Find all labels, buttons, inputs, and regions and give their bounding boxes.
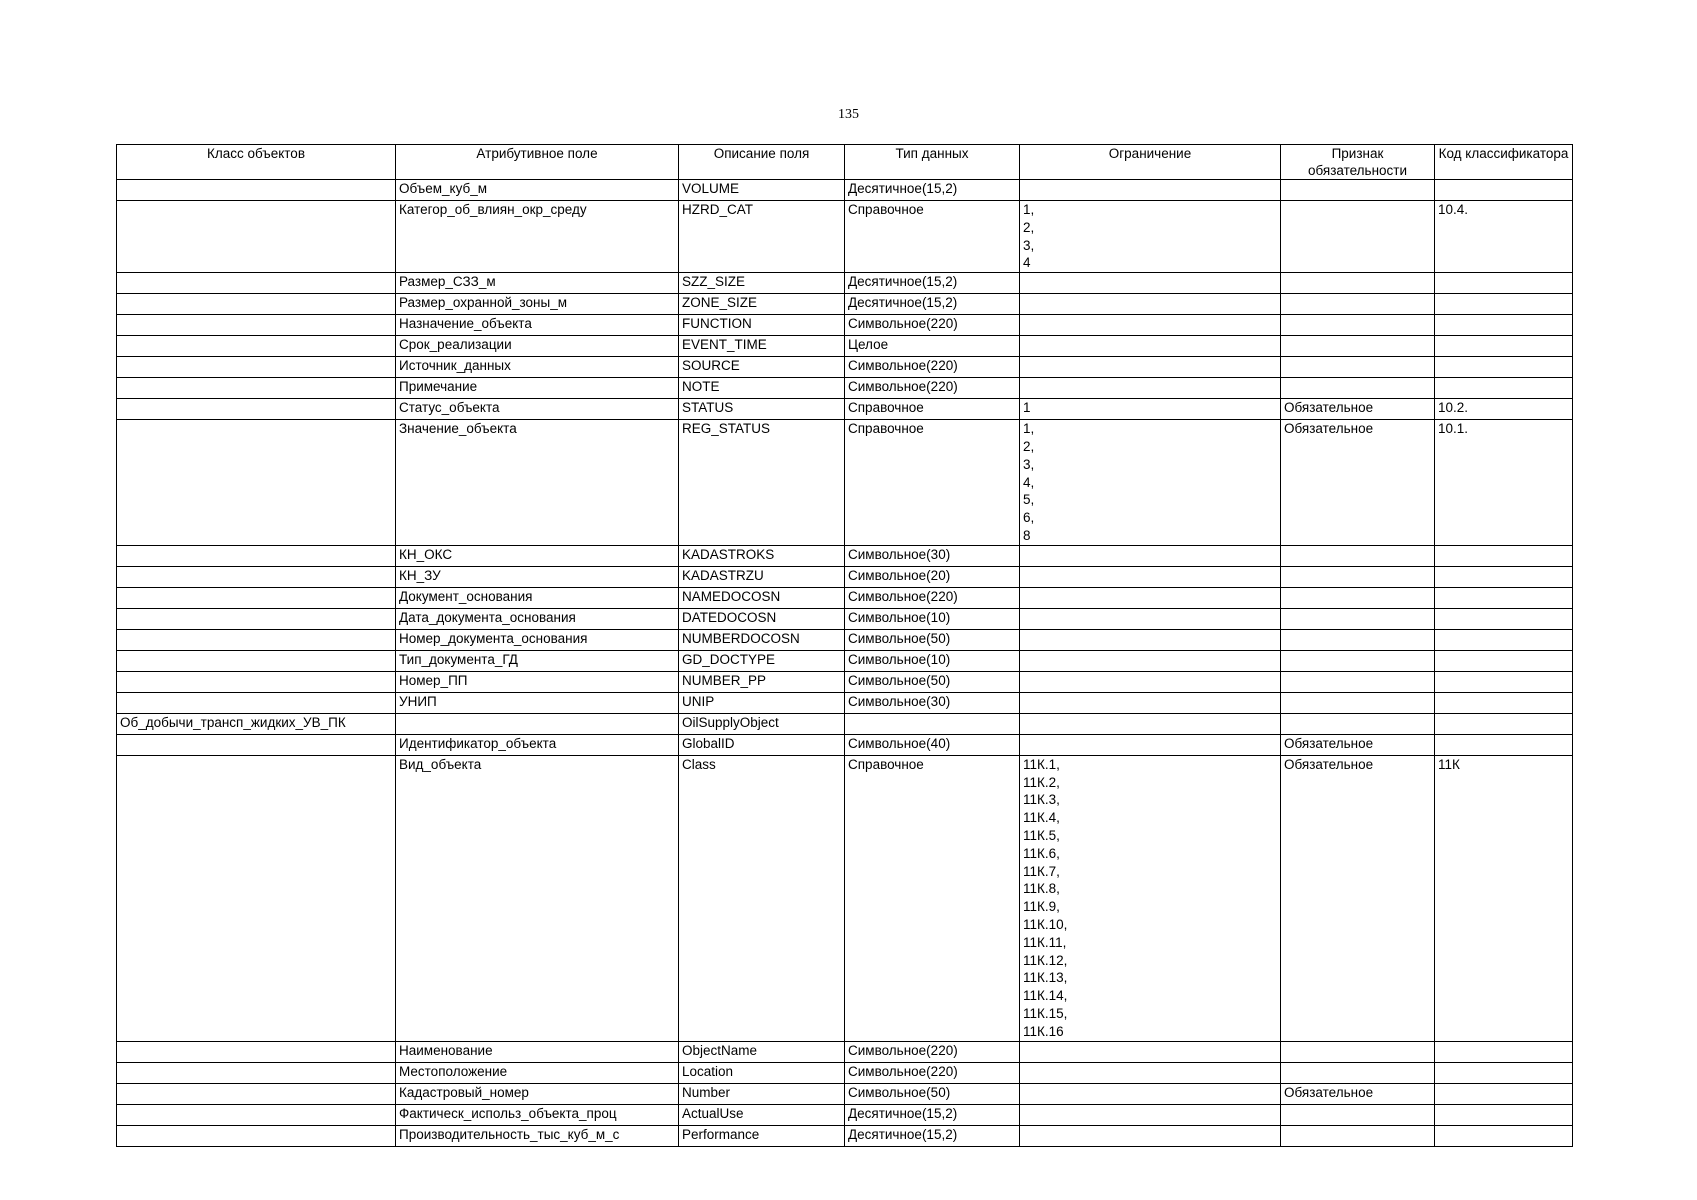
cell-restriction — [1020, 629, 1281, 650]
cell-data-type: Десятичное(15,2) — [845, 1104, 1020, 1125]
cell-object-class — [117, 399, 396, 420]
table-row — [117, 755, 1573, 1041]
cell-restriction — [1020, 420, 1281, 546]
table-row — [117, 692, 1573, 713]
restriction-value: 3, — [1023, 456, 1035, 472]
restriction-value: 5, — [1023, 492, 1035, 508]
table-row — [117, 315, 1573, 336]
cell-object-class — [117, 336, 396, 357]
cell-data-type: Символьное(20) — [845, 566, 1020, 587]
cell-classifier-code — [1435, 692, 1573, 713]
header-attribute-field: Атрибутивное поле — [396, 145, 679, 180]
header-data-type: Тип данных — [845, 145, 1020, 180]
cell-field-description: VOLUME — [679, 180, 845, 201]
cell-mandatory-flag — [1281, 180, 1435, 201]
restriction-value: 11К.8, — [1023, 881, 1060, 897]
cell-restriction — [1020, 650, 1281, 671]
cell-object-class — [117, 201, 396, 273]
header-mandatory-flag: Признак обязательности — [1281, 145, 1435, 180]
cell-attribute-field: Номер_документа_основания — [396, 629, 679, 650]
cell-field-description: KADASTRZU — [679, 566, 845, 587]
cell-classifier-code — [1435, 1062, 1573, 1083]
cell-classifier-code — [1435, 336, 1573, 357]
cell-data-type: Справочное — [845, 420, 1020, 546]
cell-classifier-code — [1435, 1125, 1573, 1146]
cell-object-class — [117, 734, 396, 755]
cell-object-class — [117, 273, 396, 294]
cell-mandatory-flag — [1281, 713, 1435, 734]
cell-mandatory-flag: Обязательное — [1281, 734, 1435, 755]
cell-object-class — [117, 420, 396, 546]
table-row — [117, 180, 1573, 201]
restriction-value: 11К.4, — [1023, 810, 1060, 826]
restriction-values — [1023, 756, 1277, 1041]
table-row — [117, 608, 1573, 629]
restriction-value: 2, — [1023, 438, 1035, 454]
cell-restriction — [1020, 357, 1281, 378]
cell-data-type: Десятичное(15,2) — [845, 273, 1020, 294]
cell-mandatory-flag — [1281, 692, 1435, 713]
restriction-value: 11К.1, — [1023, 756, 1060, 772]
cell-data-type: Целое — [845, 336, 1020, 357]
cell-data-type: Символьное(220) — [845, 357, 1020, 378]
cell-data-type: Справочное — [845, 399, 1020, 420]
cell-mandatory-flag — [1281, 650, 1435, 671]
cell-field-description: STATUS — [679, 399, 845, 420]
cell-field-description: NAMEDOCOSN — [679, 587, 845, 608]
table-row — [117, 629, 1573, 650]
cell-field-description: DATEDOCOSN — [679, 608, 845, 629]
cell-restriction — [1020, 180, 1281, 201]
cell-attribute-field: КН_ОКС — [396, 545, 679, 566]
cell-attribute-field: Идентификатор_объекта — [396, 734, 679, 755]
cell-data-type: Символьное(30) — [845, 692, 1020, 713]
cell-restriction — [1020, 273, 1281, 294]
cell-data-type: Символьное(10) — [845, 608, 1020, 629]
cell-restriction — [1020, 399, 1281, 420]
cell-mandatory-flag — [1281, 1125, 1435, 1146]
cell-field-description: GD_DOCTYPE — [679, 650, 845, 671]
cell-object-class: Об_добычи_трансп_жидких_УВ_ПК — [117, 713, 396, 734]
restriction-value: 6, — [1023, 510, 1035, 526]
cell-field-description: ZONE_SIZE — [679, 294, 845, 315]
cell-restriction — [1020, 1062, 1281, 1083]
cell-mandatory-flag — [1281, 629, 1435, 650]
cell-restriction — [1020, 566, 1281, 587]
cell-attribute-field: Документ_основания — [396, 587, 679, 608]
table-row — [117, 1104, 1573, 1125]
cell-mandatory-flag — [1281, 566, 1435, 587]
cell-mandatory-flag: Обязательное — [1281, 755, 1435, 1041]
cell-mandatory-flag — [1281, 587, 1435, 608]
cell-data-type: Символьное(10) — [845, 650, 1020, 671]
cell-restriction — [1020, 587, 1281, 608]
cell-mandatory-flag — [1281, 608, 1435, 629]
cell-restriction — [1020, 294, 1281, 315]
cell-attribute-field: Источник_данных — [396, 357, 679, 378]
cell-classifier-code: 10.4. — [1435, 201, 1573, 273]
cell-classifier-code — [1435, 294, 1573, 315]
cell-classifier-code — [1435, 608, 1573, 629]
cell-object-class — [117, 692, 396, 713]
page-number: 135 — [838, 107, 859, 122]
cell-classifier-code — [1435, 273, 1573, 294]
cell-restriction — [1020, 545, 1281, 566]
cell-object-class — [117, 1041, 396, 1062]
cell-object-class — [117, 378, 396, 399]
cell-object-class — [117, 629, 396, 650]
cell-attribute-field: Кадастровый_номер — [396, 1083, 679, 1104]
cell-object-class — [117, 294, 396, 315]
cell-restriction — [1020, 713, 1281, 734]
table-row — [117, 201, 1573, 273]
cell-mandatory-flag: Обязательное — [1281, 420, 1435, 546]
restriction-value: 11К.14, — [1023, 988, 1068, 1004]
table-row — [117, 566, 1573, 587]
cell-field-description: SOURCE — [679, 357, 845, 378]
cell-data-type: Символьное(220) — [845, 1041, 1020, 1062]
cell-mandatory-flag — [1281, 273, 1435, 294]
cell-restriction — [1020, 315, 1281, 336]
cell-field-description: Location — [679, 1062, 845, 1083]
restriction-value: 1 — [1023, 400, 1031, 416]
cell-classifier-code — [1435, 587, 1573, 608]
table-row — [117, 1041, 1573, 1062]
cell-attribute-field: Номер_ПП — [396, 671, 679, 692]
cell-data-type: Символьное(30) — [845, 545, 1020, 566]
table-row — [117, 734, 1573, 755]
cell-field-description: OilSupplyObject — [679, 713, 845, 734]
cell-field-description: NUMBERDOCOSN — [679, 629, 845, 650]
restriction-value: 11К.6, — [1023, 845, 1060, 861]
cell-mandatory-flag — [1281, 1104, 1435, 1125]
table-row — [117, 545, 1573, 566]
cell-field-description: KADASTROKS — [679, 545, 845, 566]
cell-object-class — [117, 755, 396, 1041]
cell-object-class — [117, 1083, 396, 1104]
cell-classifier-code — [1435, 378, 1573, 399]
cell-data-type: Справочное — [845, 201, 1020, 273]
cell-mandatory-flag — [1281, 671, 1435, 692]
table-row — [117, 357, 1573, 378]
header-classifier-code: Код классификатора — [1435, 145, 1573, 180]
cell-mandatory-flag — [1281, 294, 1435, 315]
cell-classifier-code — [1435, 1041, 1573, 1062]
cell-attribute-field: Статус_объекта — [396, 399, 679, 420]
table-row — [117, 1062, 1573, 1083]
cell-object-class — [117, 315, 396, 336]
cell-classifier-code — [1435, 734, 1573, 755]
cell-field-description: REG_STATUS — [679, 420, 845, 546]
cell-restriction — [1020, 734, 1281, 755]
restriction-value: 11К.5, — [1023, 827, 1060, 843]
cell-data-type: Справочное — [845, 755, 1020, 1041]
table-row — [117, 378, 1573, 399]
restriction-value: 11К.15, — [1023, 1005, 1068, 1021]
cell-classifier-code: 10.2. — [1435, 399, 1573, 420]
cell-mandatory-flag — [1281, 201, 1435, 273]
header-field-description: Описание поля — [679, 145, 845, 180]
cell-restriction — [1020, 608, 1281, 629]
cell-data-type: Символьное(50) — [845, 1083, 1020, 1104]
cell-restriction — [1020, 692, 1281, 713]
cell-restriction — [1020, 201, 1281, 273]
cell-data-type: Символьное(50) — [845, 629, 1020, 650]
table-row — [117, 1125, 1573, 1146]
cell-classifier-code — [1435, 357, 1573, 378]
cell-classifier-code — [1435, 713, 1573, 734]
cell-object-class — [117, 566, 396, 587]
restriction-value: 1, — [1023, 202, 1035, 217]
cell-restriction — [1020, 378, 1281, 399]
restriction-value: 11К.10, — [1023, 916, 1068, 932]
restriction-value: 4, — [1023, 474, 1035, 490]
cell-mandatory-flag: Обязательное — [1281, 399, 1435, 420]
cell-classifier-code — [1435, 180, 1573, 201]
cell-field-description: ObjectName — [679, 1041, 845, 1062]
cell-field-description: Number — [679, 1083, 845, 1104]
restriction-value: 11К.9, — [1023, 899, 1060, 915]
attribute-table — [116, 144, 1573, 1147]
cell-classifier-code — [1435, 650, 1573, 671]
cell-attribute-field — [396, 713, 679, 734]
restriction-value: 4 — [1023, 255, 1031, 271]
cell-classifier-code — [1435, 545, 1573, 566]
cell-data-type: Символьное(220) — [845, 378, 1020, 399]
restriction-value: 11К.12, — [1023, 952, 1068, 968]
table-row — [117, 1083, 1573, 1104]
restriction-values — [1023, 201, 1277, 272]
cell-classifier-code — [1435, 1104, 1573, 1125]
cell-field-description: SZZ_SIZE — [679, 273, 845, 294]
cell-classifier-code: 10.1. — [1435, 420, 1573, 546]
cell-object-class — [117, 587, 396, 608]
cell-data-type: Символьное(220) — [845, 315, 1020, 336]
cell-attribute-field: Наименование — [396, 1041, 679, 1062]
table-row — [117, 273, 1573, 294]
table-row — [117, 336, 1573, 357]
cell-mandatory-flag — [1281, 1062, 1435, 1083]
cell-object-class — [117, 357, 396, 378]
table-body — [117, 180, 1573, 1147]
cell-data-type: Десятичное(15,2) — [845, 294, 1020, 315]
cell-field-description: FUNCTION — [679, 315, 845, 336]
cell-mandatory-flag — [1281, 545, 1435, 566]
cell-attribute-field: Значение_объекта — [396, 420, 679, 546]
restriction-value: 1, — [1023, 421, 1035, 437]
header-restriction: Ограничение — [1020, 145, 1281, 180]
cell-attribute-field: Вид_объекта — [396, 755, 679, 1041]
cell-classifier-code — [1435, 1083, 1573, 1104]
cell-field-description: HZRD_CAT — [679, 201, 845, 273]
cell-data-type: Десятичное(15,2) — [845, 180, 1020, 201]
cell-data-type: Десятичное(15,2) — [845, 1125, 1020, 1146]
cell-field-description: Performance — [679, 1125, 845, 1146]
cell-restriction — [1020, 671, 1281, 692]
cell-field-description: Class — [679, 755, 845, 1041]
table-row — [117, 671, 1573, 692]
restriction-value: 2, — [1023, 219, 1035, 235]
cell-classifier-code — [1435, 566, 1573, 587]
cell-object-class — [117, 671, 396, 692]
restriction-value: 3, — [1023, 237, 1035, 253]
table-row — [117, 294, 1573, 315]
restriction-values — [1023, 399, 1277, 417]
restriction-value: 11К.7, — [1023, 863, 1060, 879]
cell-attribute-field: Срок_реализации — [396, 336, 679, 357]
cell-object-class — [117, 1062, 396, 1083]
cell-field-description: EVENT_TIME — [679, 336, 845, 357]
restriction-value: 11К.16 — [1023, 1023, 1064, 1039]
restriction-value: 11К.13, — [1023, 970, 1068, 986]
cell-field-description: NUMBER_PP — [679, 671, 845, 692]
cell-field-description: NOTE — [679, 378, 845, 399]
cell-object-class — [117, 1125, 396, 1146]
cell-data-type: Символьное(40) — [845, 734, 1020, 755]
cell-attribute-field: Примечание — [396, 378, 679, 399]
table-row — [117, 650, 1573, 671]
cell-data-type: Символьное(220) — [845, 587, 1020, 608]
cell-mandatory-flag: Обязательное — [1281, 1083, 1435, 1104]
restriction-value: 11К.11, — [1023, 934, 1067, 950]
restriction-value: 11К.3, — [1023, 792, 1060, 808]
cell-object-class — [117, 180, 396, 201]
cell-mandatory-flag — [1281, 315, 1435, 336]
cell-restriction — [1020, 1083, 1281, 1104]
cell-object-class — [117, 650, 396, 671]
cell-mandatory-flag — [1281, 336, 1435, 357]
cell-attribute-field: Производительность_тыс_куб_м_с — [396, 1125, 679, 1146]
cell-restriction — [1020, 755, 1281, 1041]
cell-attribute-field: Местоположение — [396, 1062, 679, 1083]
restriction-values — [1023, 420, 1277, 545]
table-header-row — [117, 145, 1573, 180]
cell-classifier-code: 11К — [1435, 755, 1573, 1041]
cell-classifier-code — [1435, 315, 1573, 336]
cell-field-description: UNIP — [679, 692, 845, 713]
cell-mandatory-flag — [1281, 378, 1435, 399]
cell-mandatory-flag — [1281, 357, 1435, 378]
cell-data-type — [845, 713, 1020, 734]
cell-attribute-field: Объем_куб_м — [396, 180, 679, 201]
cell-attribute-field: Размер_СЗЗ_м — [396, 273, 679, 294]
cell-attribute-field: Фактическ_использ_объекта_проц — [396, 1104, 679, 1125]
cell-attribute-field: Назначение_объекта — [396, 315, 679, 336]
cell-classifier-code — [1435, 629, 1573, 650]
cell-object-class — [117, 545, 396, 566]
cell-data-type: Символьное(50) — [845, 671, 1020, 692]
table-row — [117, 587, 1573, 608]
cell-field-description: GlobalID — [679, 734, 845, 755]
cell-restriction — [1020, 1041, 1281, 1062]
cell-restriction — [1020, 336, 1281, 357]
cell-object-class — [117, 608, 396, 629]
cell-mandatory-flag — [1281, 1041, 1435, 1062]
cell-attribute-field: Дата_документа_основания — [396, 608, 679, 629]
cell-restriction — [1020, 1104, 1281, 1125]
cell-attribute-field: УНИП — [396, 692, 679, 713]
cell-object-class — [117, 1104, 396, 1125]
cell-attribute-field: КН_ЗУ — [396, 566, 679, 587]
cell-classifier-code — [1435, 671, 1573, 692]
cell-restriction — [1020, 1125, 1281, 1146]
cell-attribute-field: Тип_документа_ГД — [396, 650, 679, 671]
table-row — [117, 399, 1573, 420]
cell-data-type: Символьное(220) — [845, 1062, 1020, 1083]
table-row — [117, 713, 1573, 734]
restriction-value: 11К.2, — [1023, 774, 1060, 790]
cell-field-description: ActualUse — [679, 1104, 845, 1125]
table-row — [117, 420, 1573, 546]
cell-attribute-field: Категор_об_влиян_окр_среду — [396, 201, 679, 273]
cell-attribute-field: Размер_охранной_зоны_м — [396, 294, 679, 315]
restriction-value: 8 — [1023, 527, 1031, 543]
header-object-class: Класс объектов — [117, 145, 396, 180]
